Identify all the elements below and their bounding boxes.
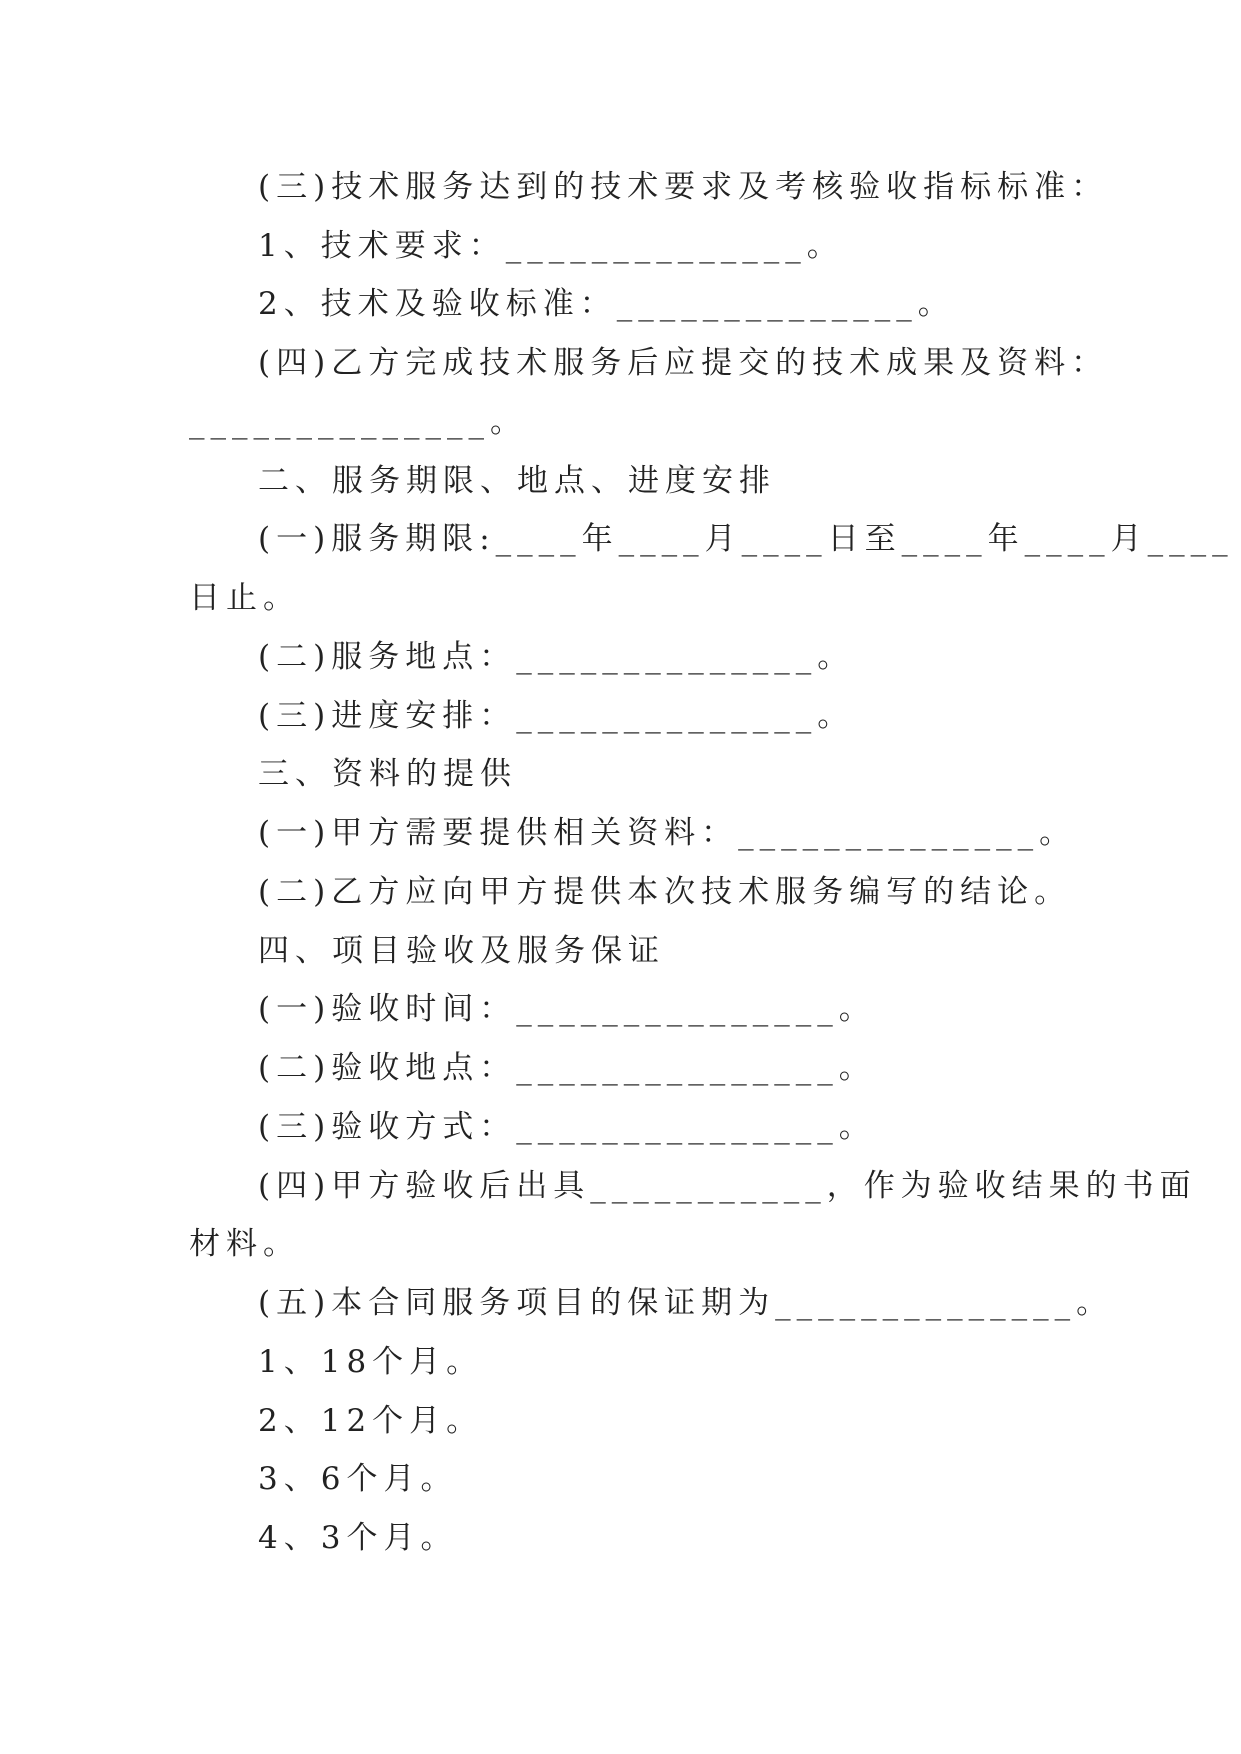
- acceptance-method-line: (三)验收方式：_______________。: [258, 1109, 876, 1145]
- warranty-option-4: 4、3个月。: [258, 1520, 458, 1556]
- section-2-heading: 二、服务期限、地点、进度安排: [258, 463, 776, 499]
- clause-3-heading: (三)技术服务达到的技术要求及考核验收指标标准：: [258, 169, 1109, 205]
- warranty-period-line: (五)本合同服务项目的保证期为______________。: [258, 1285, 1114, 1321]
- warranty-option-2: 2、12个月。: [258, 1403, 484, 1439]
- party-b-conclusion-line: (二)乙方应向甲方提供本次技术服务编写的结论。: [258, 874, 1072, 910]
- warranty-option-3: 3、6个月。: [258, 1461, 458, 1497]
- clause-4-blank: ______________。: [189, 404, 527, 440]
- tech-requirement-line: 1、技术要求：______________。: [258, 228, 844, 264]
- section-3-heading: 三、资料的提供: [258, 756, 517, 792]
- acceptance-location-line: (二)验收地点：_______________。: [258, 1050, 876, 1086]
- clause-4-heading: (四)乙方完成技术服务后应提交的技术成果及资料：: [258, 345, 1109, 381]
- service-location-line: (二)服务地点：______________。: [258, 639, 855, 675]
- acceptance-document-end: 材料。: [189, 1226, 300, 1262]
- party-a-materials-line: (一)甲方需要提供相关资料：______________。: [258, 815, 1077, 851]
- service-period-line: (一)服务期限:____年____月____日至____年____月____: [258, 521, 1234, 557]
- schedule-line: (三)进度安排：______________。: [258, 698, 855, 734]
- service-period-end: 日止。: [189, 580, 300, 616]
- acceptance-document-line: (四)甲方验收后出具___________，作为验收结果的书面: [258, 1168, 1197, 1204]
- acceptance-time-line: (一)验收时间：_______________。: [258, 991, 876, 1027]
- warranty-option-1: 1、18个月。: [258, 1344, 484, 1380]
- acceptance-standard-line: 2、技术及验收标准：______________。: [258, 286, 955, 322]
- section-4-heading: 四、项目验收及服务保证: [258, 933, 665, 969]
